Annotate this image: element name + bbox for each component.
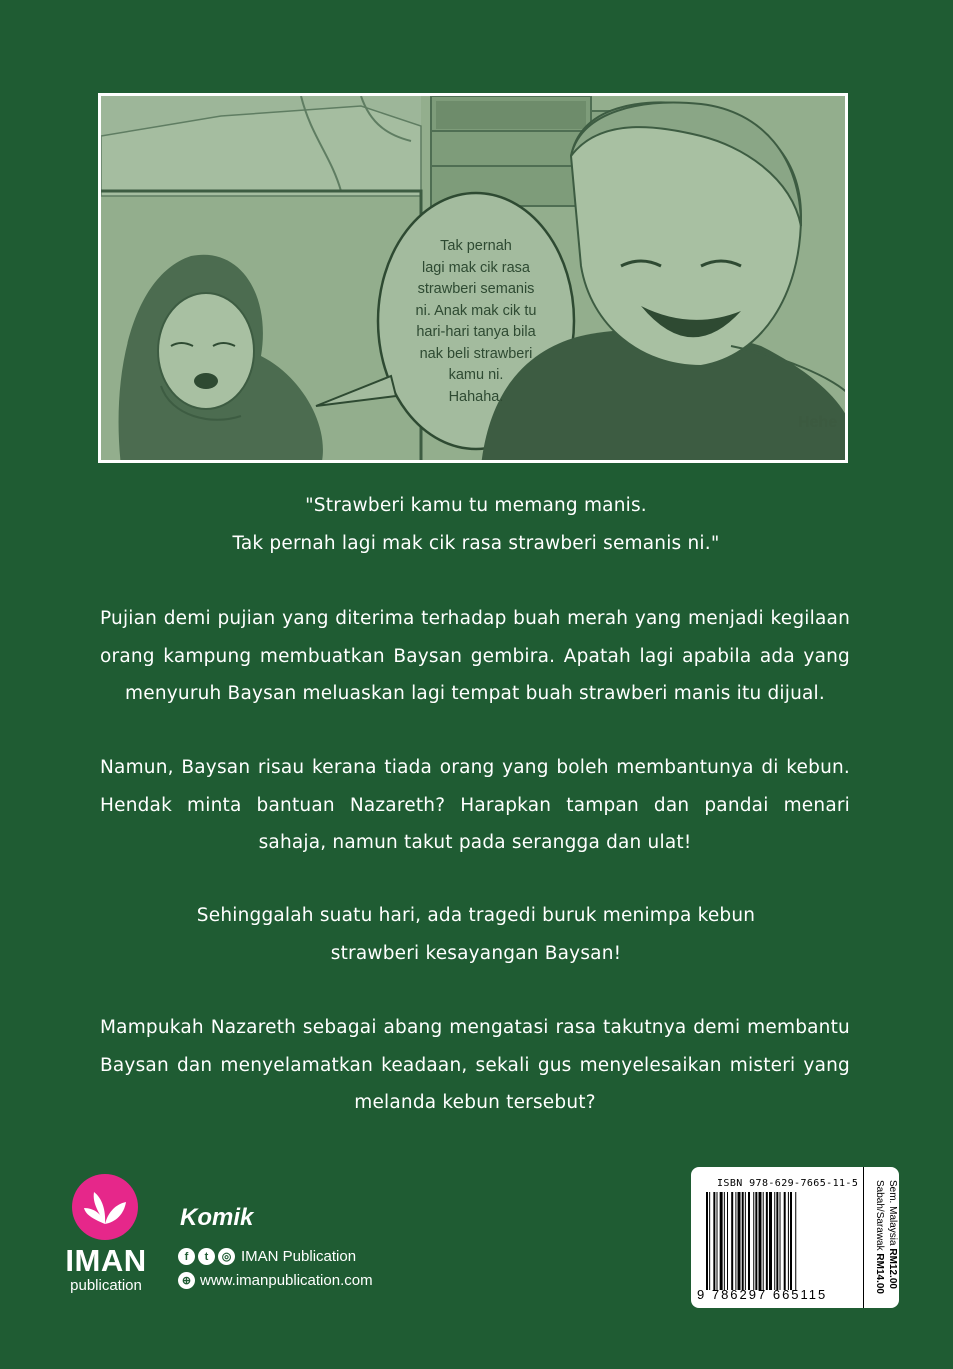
barcode-bar — [742, 1192, 744, 1290]
speech-line: hari-hari tanya bila — [416, 324, 536, 340]
barcode-bar — [763, 1192, 764, 1290]
quote-line-2: Tak pernah lagi mak cik rasa strawberi semanis ni." — [232, 533, 720, 554]
barcode-bar — [720, 1192, 723, 1290]
globe-icon: ⊕ — [178, 1272, 195, 1289]
price-value-1: RM12.00 — [887, 1248, 898, 1289]
barcode-bar — [784, 1192, 786, 1290]
twitter-icon[interactable]: t — [198, 1248, 215, 1265]
barcode-digits: 9 786297 665115 — [697, 1287, 828, 1302]
sound-effect-text: Hehe — [798, 414, 838, 431]
comic-panel — [98, 93, 848, 463]
barcode-bar — [745, 1192, 746, 1290]
barcode-bar — [755, 1192, 757, 1290]
speech-line: nak beli strawberi — [419, 345, 533, 362]
social-links — [178, 1248, 356, 1265]
speech-line: kamu ni. — [448, 367, 504, 383]
barcode-bar — [795, 1192, 796, 1290]
barcode-bar — [738, 1192, 741, 1290]
publisher-name: IMAN — [65, 1243, 147, 1278]
barcode-bar — [766, 1192, 768, 1290]
imprint-logo: Komik — [180, 1204, 254, 1231]
price-region-2: Sabah/Sarawak — [874, 1180, 885, 1254]
divider — [863, 1167, 864, 1308]
facebook-icon[interactable]: f — [178, 1248, 195, 1265]
paragraph-2: Namun, Baysan risau kerana tiada orang yang boleh membantunya di kebun. Hendak minta bantuan Nazareth? Harapkan tampan dan pandai menari sahaja, namun takut pada serangga dan ulat! — [100, 757, 850, 853]
barcode-bar — [776, 1192, 778, 1290]
barcode-bar — [709, 1192, 710, 1290]
barcode-bar — [731, 1192, 733, 1290]
paragraph-3: Sehinggalah suatu hari, ada tragedi buruk menimpa kebun strawberi kesayangan Baysan! — [196, 905, 756, 964]
price-value-2: RM14.00 — [874, 1253, 885, 1294]
barcode-bar — [724, 1192, 725, 1290]
barcode-bar — [780, 1192, 781, 1290]
speech-line: Hahaha. — [448, 388, 504, 405]
barcode-bar — [735, 1192, 736, 1290]
barcode-bar — [748, 1192, 750, 1290]
paragraph-4: Mampukah Nazareth sebagai abang mengatasi rasa takutnya demi membantu Baysan dan menyelamatkan keadaan, sekali gus menyelesaikan misteri yang melanda kebun tersebut? — [100, 1017, 850, 1113]
social-handle: IMAN Publication — [241, 1248, 357, 1265]
leaf-icon — [72, 1174, 138, 1240]
price-label — [873, 1180, 899, 1300]
barcode-bar — [713, 1192, 715, 1290]
price-region-1: Sem. Malaysia — [887, 1180, 898, 1249]
barcode-bar — [759, 1192, 762, 1290]
publisher-subtitle: publication — [70, 1277, 142, 1294]
barcode-bar — [790, 1192, 792, 1290]
quote-line-1: "Strawberi kamu tu memang manis. — [305, 495, 647, 516]
barcode-bar — [727, 1192, 728, 1290]
speech-bubble-text — [401, 236, 551, 408]
website-link[interactable]: www.imanpublication.com — [200, 1272, 373, 1289]
barcode-bar — [717, 1192, 718, 1290]
paragraph-1: Pujian demi pujian yang diterima terhadap buah merah yang menjadi kegilaan orang kampung membuatkan Baysan gembira. Apatah lagi apabila ada yang menyuruh Baysan meluaskan lagi tempat buah strawberi manis itu dijual. — [100, 608, 850, 704]
website-row — [178, 1272, 373, 1289]
publisher-logo — [72, 1174, 138, 1240]
barcode — [706, 1192, 856, 1290]
speech-line: strawberi semanis — [417, 281, 535, 297]
barcode-bar — [774, 1192, 775, 1290]
speech-line: Tak pernah — [440, 238, 512, 254]
barcode-bar — [706, 1192, 708, 1290]
speech-line: lagi mak cik rasa — [422, 259, 530, 276]
barcode-bar — [753, 1192, 754, 1290]
instagram-icon[interactable]: ◎ — [218, 1248, 235, 1265]
barcode-bar — [788, 1192, 789, 1290]
isbn-text: ISBN 978-629-7665-11-5 — [717, 1178, 859, 1189]
barcode-bar — [769, 1192, 772, 1290]
speech-line: ni. Anak mak cik tu — [415, 302, 537, 319]
